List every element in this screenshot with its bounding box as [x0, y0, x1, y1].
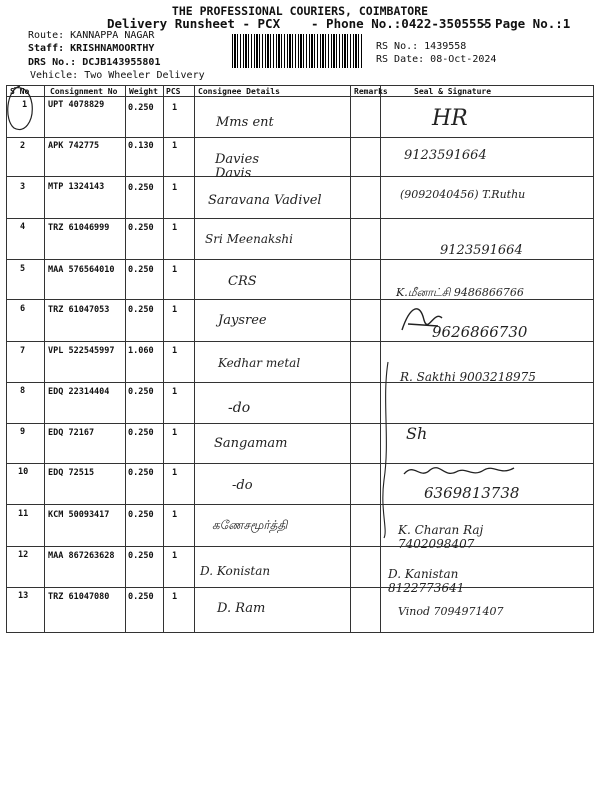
signature-10: K. Charan Raj 7402098407	[398, 523, 484, 551]
consignee-13: D. Ram	[217, 601, 266, 616]
col-signature: Seal & Signature	[414, 87, 492, 96]
page-number: - Page No.:1	[480, 16, 571, 31]
consignee-8: -do	[228, 400, 251, 416]
col-remarks: Remarks	[354, 87, 388, 96]
barcode	[232, 34, 362, 68]
signature-4: 9123591664	[440, 243, 523, 258]
consignee-2: Davies Davis	[215, 152, 260, 181]
drs-value: DCJB143955801	[82, 57, 161, 68]
consignee-1: Mms ent	[216, 115, 274, 130]
consignee-9: Sangamam	[214, 436, 288, 451]
signature-12: Vinod 7094971407	[398, 605, 504, 618]
runsheet-name: Delivery Runsheet - PCX	[107, 16, 281, 31]
signature-11: D. Kanistan 8122773641	[388, 567, 465, 595]
staff-line: Staff: KRISHNAMOORTHY	[28, 43, 155, 54]
signature-8: Sh	[406, 424, 428, 443]
drs-line: DRS No.: DCJB143955801	[28, 57, 161, 68]
signature-scribble-6	[398, 300, 448, 340]
col-consignee: Consignee Details	[198, 87, 280, 96]
vehicle-value: Two Wheeler Delivery	[84, 70, 205, 81]
consignee-5: CRS	[228, 274, 257, 289]
staff-value: KRISHNAMOORTHY	[70, 43, 155, 54]
consignee-7: Kedhar metal	[218, 356, 301, 370]
consignee-4: Sri Meenakshi	[205, 232, 293, 246]
signature-6: 9626866730	[432, 323, 528, 341]
signature-9: 6369813738	[424, 484, 520, 502]
company-name: THE PROFESSIONAL COURIERS, COIMBATORE	[171, 4, 429, 18]
col-weight: Weight	[129, 87, 158, 96]
signature-7: R. Sakthi 9003218975	[400, 370, 536, 384]
ink-circle-mark	[0, 80, 44, 140]
col-pcs: PCS	[166, 87, 181, 96]
signature-scribble-9	[400, 460, 520, 488]
signature-5: K.மீனாட்சி 9486866766	[396, 286, 524, 299]
consignee-10: -do	[232, 478, 253, 493]
consignee-11: கணேசமூர்த்தி	[212, 518, 288, 532]
col-consignment: Consignment No	[50, 87, 118, 96]
consignee-3: Saravana Vadivel	[208, 193, 322, 208]
phone-number: - Phone No.:0422-3505555	[311, 16, 492, 31]
signature-3: (9092040456) T.Ruthu	[400, 188, 526, 201]
route-value: KANNAPPA NAGAR	[70, 30, 155, 41]
route-line: Route: KANNAPPA NAGAR	[28, 30, 155, 41]
consignee-12: D. Konistan	[200, 564, 271, 578]
signature-1: HR	[432, 106, 468, 131]
rs-date: RS Date: 08-Oct-2024	[376, 54, 497, 65]
rs-number: RS No.: 1439558	[376, 41, 467, 52]
consignee-6: Jaysree	[218, 313, 267, 328]
vehicle-line: Vehicle: Two Wheeler Delivery	[30, 70, 205, 81]
ink-bracket-line	[378, 360, 394, 540]
signature-2: 9123591664	[404, 148, 487, 163]
col-sno: S No	[10, 87, 30, 96]
